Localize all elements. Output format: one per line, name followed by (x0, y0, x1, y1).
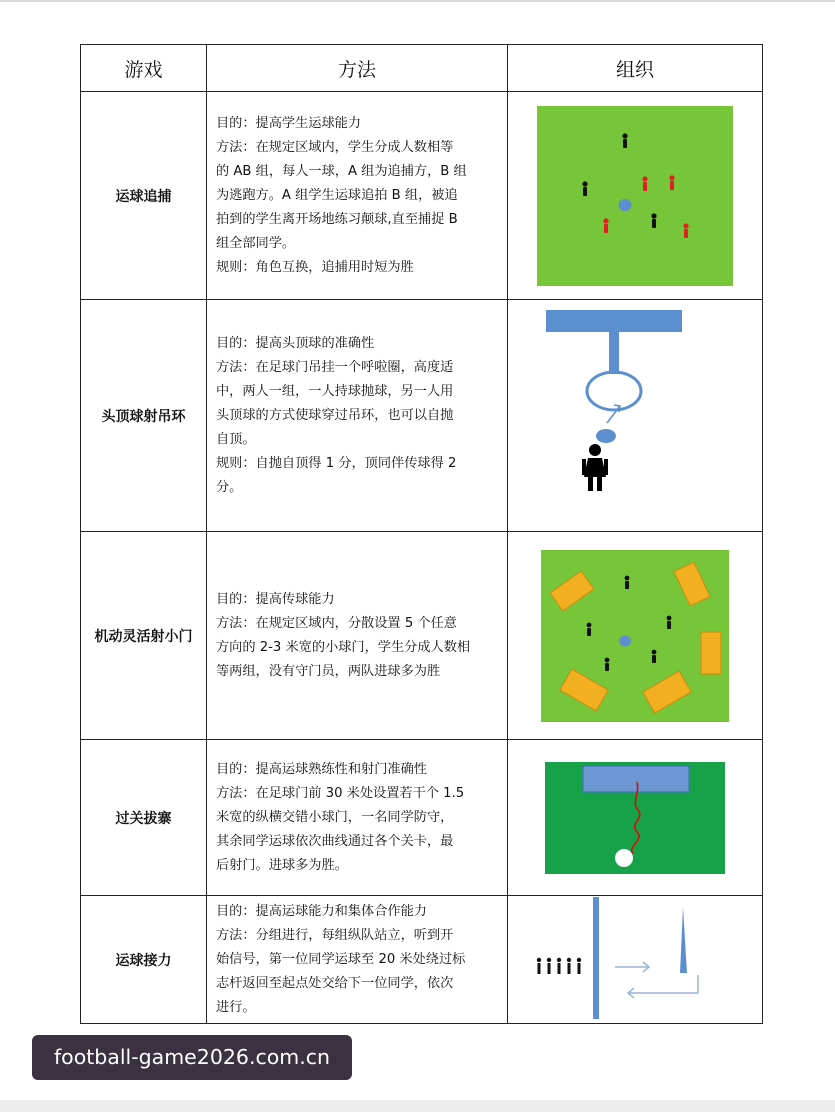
method-text (207, 92, 508, 300)
method-line: 中，两人一组，一人持球抛球，另一人用 (216, 383, 454, 399)
header-hoop-diagram (508, 301, 763, 531)
player-black-icon (582, 181, 587, 196)
small-goal-icon (701, 632, 721, 674)
player-red-icon (683, 223, 688, 238)
player-black-icon (652, 649, 657, 662)
method-line: 方法：分组进行，每组纵队站立，听到开 (216, 927, 454, 943)
method-line: 自顶。 (216, 431, 256, 447)
player-black-icon (651, 213, 656, 228)
game-name: 头顶球射吊环 (81, 300, 207, 532)
method-line: 目的：提高头顶球的准确性 (216, 335, 375, 351)
obstacle-dribble-diagram (545, 762, 725, 874)
method-line: 为逃跑方。A 组学生运球追拍 B 组，被追 (216, 187, 458, 203)
field (537, 106, 733, 286)
method-line: 方法：在足球门前 30 米处设置若干个 1.5 (216, 785, 465, 801)
player-red-icon (642, 176, 647, 191)
method-line: 规则：自抛自顶得 1 分，顶同伴传球得 2 (216, 455, 457, 471)
game-name: 运球接力 (81, 896, 207, 1024)
goal-box (583, 766, 689, 792)
player-icon (537, 957, 541, 973)
organization-diagram-cell (508, 896, 763, 1024)
method-line: 志杆返回至起点处交给下一位同学，依次 (216, 975, 454, 991)
player-black-icon (622, 133, 627, 148)
method-line: 头顶球的方式使球穿过吊环，也可以自抛 (216, 407, 454, 423)
table-row (81, 740, 763, 896)
method-line: 始信号，第一位同学运球至 20 米处绕过标 (216, 951, 466, 967)
table-row (81, 896, 763, 1024)
ball-icon (619, 635, 631, 646)
method-line: 目的：提高运球熟练性和射门准确性 (216, 761, 427, 777)
game-name: 机动灵活射小门 (81, 532, 207, 740)
player-red-icon (669, 175, 674, 190)
header-game: 游戏 (81, 45, 207, 92)
game-name: 运球追捕 (81, 92, 207, 300)
method-line: 目的：提高学生运球能力 (216, 115, 362, 131)
method-line: 目的：提高传球能力 (216, 591, 335, 607)
organization-diagram-cell (508, 740, 763, 896)
player-black-icon (667, 615, 672, 628)
player-red-icon (603, 218, 608, 233)
watermark-badge: football-game2026.com.cn (32, 1035, 352, 1080)
bottom-band (0, 1100, 835, 1112)
player-icon (567, 957, 571, 973)
games-table (80, 44, 763, 1024)
method-line: 方法：在足球门吊挂一个呼啦圈，高度适 (216, 359, 454, 375)
organization-diagram-cell (508, 92, 763, 300)
ball-icon (619, 199, 632, 211)
goal-crossbar (546, 310, 682, 332)
organization-diagram-cell (508, 532, 763, 740)
method-line: 进行。 (216, 999, 256, 1015)
hanging-rope (609, 332, 619, 374)
method-line: 其余同学运球依次曲线通过各个关卡，最 (216, 833, 454, 849)
method-line: 方向的 2-3 米宽的小球门，学生分成人数相 (216, 639, 471, 655)
method-text (207, 532, 508, 740)
method-line: 的 AB 组，每人一球，A 组为追捕方，B 组 (216, 163, 467, 179)
player-icon (577, 957, 581, 973)
player-black-icon (625, 575, 630, 588)
hoop-icon (587, 372, 641, 410)
method-line: 规则：角色互换，追捕用时短为胜 (216, 259, 414, 275)
method-line: 等两组，没有守门员，两队进球多为胜 (216, 663, 441, 679)
method-line: 组全部同学。 (216, 235, 296, 251)
method-line: 后射门。进球多为胜。 (216, 857, 348, 873)
player-queue (537, 957, 581, 973)
method-line: 方法：在规定区域内，学生分成人数相等 (216, 139, 454, 155)
table-row (81, 532, 763, 740)
table-row (81, 300, 763, 532)
ball-icon (615, 849, 633, 867)
small-goals-field-diagram (541, 550, 729, 722)
method-text (207, 300, 508, 532)
method-line: 分。 (216, 479, 243, 495)
player-standing-icon (582, 444, 608, 491)
method-text (207, 740, 508, 896)
method-line: 米宽的纵横交错小球门，一名同学防守， (216, 809, 454, 825)
start-line (593, 897, 599, 1019)
table-header-row (81, 45, 763, 92)
table-row (81, 92, 763, 300)
player-icon (557, 957, 561, 973)
header-organization: 组织 (508, 45, 763, 92)
player-icon (547, 957, 551, 973)
ball-icon (596, 429, 616, 443)
chase-field-diagram (537, 106, 733, 286)
game-name: 过关拔寨 (81, 740, 207, 896)
arrow-return (628, 975, 698, 993)
method-line: 目的：提高运球能力和集体合作能力 (216, 903, 427, 919)
player-black-icon (605, 657, 610, 670)
player-black-icon (587, 622, 592, 635)
organization-diagram-cell (508, 300, 763, 532)
method-line: 拍到的学生离开场地练习颠球,直至捕捉 B (216, 211, 458, 227)
method-line: 方法：在规定区域内，分散设置 5 个任意 (216, 615, 457, 631)
marker-pole-icon (680, 907, 687, 973)
header-method: 方法 (207, 45, 508, 92)
method-text (207, 896, 508, 1024)
relay-dribble-diagram (508, 897, 763, 1023)
top-divider (0, 0, 835, 2)
